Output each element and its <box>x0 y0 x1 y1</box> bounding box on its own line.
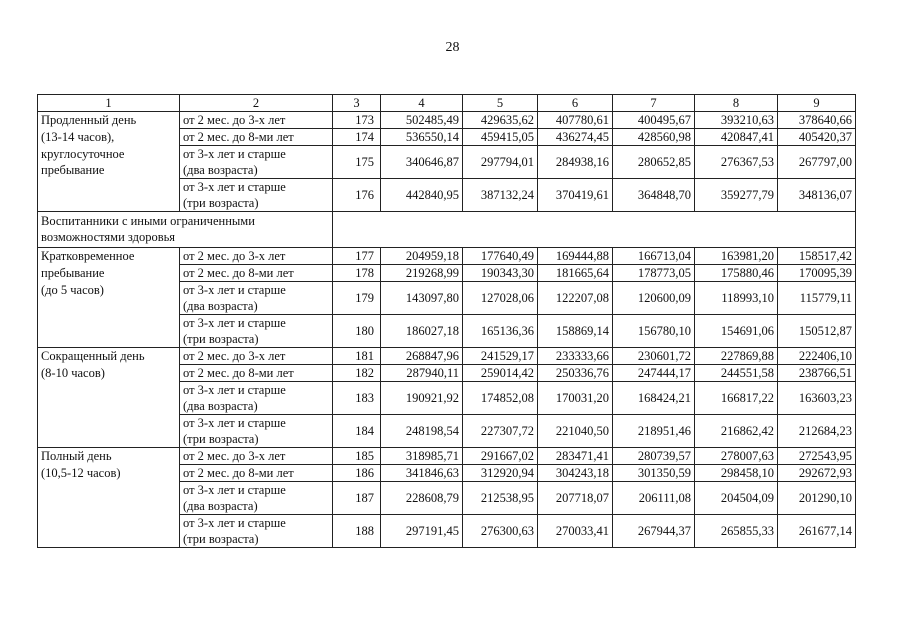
value-cell: 267797,00 <box>778 146 856 179</box>
value-cell: 280739,57 <box>613 448 695 465</box>
value-cell: 400495,67 <box>613 112 695 129</box>
category-line: пребывание <box>41 162 105 177</box>
category-line: (10,5-12 часов) <box>41 465 121 480</box>
table-row <box>38 482 856 515</box>
value-cell: 502485,49 <box>381 112 463 129</box>
value-cell: 340646,87 <box>381 146 463 179</box>
column-header: 4 <box>381 95 463 112</box>
code-cell: 184 <box>333 415 381 448</box>
value-cell: 233333,66 <box>538 348 613 365</box>
code-cell: 178 <box>333 265 381 282</box>
category-cell <box>38 146 180 179</box>
value-cell: 212684,23 <box>778 415 856 448</box>
code-cell: 174 <box>333 129 381 146</box>
code-cell: 183 <box>333 382 381 415</box>
value-cell: 177640,49 <box>463 248 538 265</box>
value-cell: 158517,42 <box>778 248 856 265</box>
category-cell <box>38 129 180 146</box>
age-cell: от 2 мес. до 3-х лет <box>180 112 333 129</box>
value-cell: 348136,07 <box>778 179 856 212</box>
value-cell: 276300,63 <box>463 515 538 548</box>
code-cell: 187 <box>333 482 381 515</box>
value-cell: 178773,05 <box>613 265 695 282</box>
value-cell: 166817,22 <box>695 382 778 415</box>
code-cell: 186 <box>333 465 381 482</box>
value-cell: 270033,41 <box>538 515 613 548</box>
section-blank <box>333 212 856 248</box>
value-cell: 318985,71 <box>381 448 463 465</box>
age-cell: от 2 мес. до 8-ми лет <box>180 465 333 482</box>
value-cell: 259014,42 <box>463 365 538 382</box>
value-cell: 429635,62 <box>463 112 538 129</box>
value-cell: 156780,10 <box>613 315 695 348</box>
value-cell: 118993,10 <box>695 282 778 315</box>
value-cell: 122207,08 <box>538 282 613 315</box>
category-cell <box>38 415 180 448</box>
code-cell: 188 <box>333 515 381 548</box>
value-cell: 261677,14 <box>778 515 856 548</box>
column-header: 7 <box>613 95 695 112</box>
category-line: круглосуточное <box>41 146 125 161</box>
age-cell: от 3-х лет и старше (три возраста) <box>180 179 333 212</box>
value-cell: 218951,46 <box>613 415 695 448</box>
table-row <box>38 382 856 415</box>
value-cell: 272543,95 <box>778 448 856 465</box>
value-cell: 364848,70 <box>613 179 695 212</box>
category-cell <box>38 112 180 129</box>
value-cell: 230601,72 <box>613 348 695 365</box>
code-cell: 175 <box>333 146 381 179</box>
age-cell: от 2 мес. до 3-х лет <box>180 248 333 265</box>
age-cell: от 2 мес. до 8-ми лет <box>180 129 333 146</box>
value-cell: 393210,63 <box>695 112 778 129</box>
value-cell: 163981,20 <box>695 248 778 265</box>
table-row <box>38 282 856 315</box>
value-cell: 222406,10 <box>778 348 856 365</box>
category-cell <box>38 248 180 265</box>
value-cell: 268847,96 <box>381 348 463 365</box>
value-cell: 407780,61 <box>538 112 613 129</box>
value-cell: 241529,17 <box>463 348 538 365</box>
value-cell: 428560,98 <box>613 129 695 146</box>
age-cell: от 2 мес. до 3-х лет <box>180 448 333 465</box>
table-row <box>38 415 856 448</box>
column-header: 5 <box>463 95 538 112</box>
value-cell: 166713,04 <box>613 248 695 265</box>
value-cell: 536550,14 <box>381 129 463 146</box>
category-cell <box>38 265 180 282</box>
category-cell <box>38 315 180 348</box>
category-cell <box>38 448 180 465</box>
age-cell: от 2 мес. до 8-ми лет <box>180 365 333 382</box>
table-row <box>38 248 856 265</box>
table-row <box>38 348 856 365</box>
age-cell: от 3-х лет и старше (два возраста) <box>180 382 333 415</box>
value-cell: 216862,42 <box>695 415 778 448</box>
value-cell: 297191,45 <box>381 515 463 548</box>
category-cell <box>38 365 180 382</box>
value-cell: 250336,76 <box>538 365 613 382</box>
value-cell: 378640,66 <box>778 112 856 129</box>
value-cell: 248198,54 <box>381 415 463 448</box>
table-row <box>38 112 856 129</box>
age-cell: от 2 мес. до 8-ми лет <box>180 265 333 282</box>
value-cell: 175880,46 <box>695 265 778 282</box>
value-cell: 283471,41 <box>538 448 613 465</box>
age-cell: от 2 мес. до 3-х лет <box>180 348 333 365</box>
value-cell: 221040,50 <box>538 415 613 448</box>
value-cell: 442840,95 <box>381 179 463 212</box>
value-cell: 168424,21 <box>613 382 695 415</box>
value-cell: 280652,85 <box>613 146 695 179</box>
category-line: пребывание <box>41 265 105 280</box>
value-cell: 244551,58 <box>695 365 778 382</box>
value-cell: 201290,10 <box>778 482 856 515</box>
table-row <box>38 129 856 146</box>
value-cell: 127028,06 <box>463 282 538 315</box>
category-cell <box>38 382 180 415</box>
category-cell <box>38 348 180 365</box>
code-cell: 185 <box>333 448 381 465</box>
age-cell: от 3-х лет и старше (три возраста) <box>180 415 333 448</box>
column-header: 6 <box>538 95 613 112</box>
value-cell: 181665,64 <box>538 265 613 282</box>
value-cell: 169444,88 <box>538 248 613 265</box>
value-cell: 115779,11 <box>778 282 856 315</box>
age-cell: от 3-х лет и старше (три возраста) <box>180 315 333 348</box>
category-line: (8-10 часов) <box>41 365 105 380</box>
category-line: Кратковременное <box>41 249 135 263</box>
code-cell: 176 <box>333 179 381 212</box>
value-cell: 163603,23 <box>778 382 856 415</box>
value-cell: 297794,01 <box>463 146 538 179</box>
table-row <box>38 448 856 465</box>
column-header-row <box>38 95 856 112</box>
age-cell: от 3-х лет и старше (два возраста) <box>180 482 333 515</box>
value-cell: 284938,16 <box>538 146 613 179</box>
table-row <box>38 465 856 482</box>
category-cell <box>38 282 180 315</box>
category-line: (до 5 часов) <box>41 282 104 297</box>
category-cell <box>38 482 180 515</box>
value-cell: 405420,37 <box>778 129 856 146</box>
value-cell: 212538,95 <box>463 482 538 515</box>
category-line: Сокращенный день <box>41 349 145 363</box>
column-header: 9 <box>778 95 856 112</box>
value-cell: 190921,92 <box>381 382 463 415</box>
value-cell: 304243,18 <box>538 465 613 482</box>
category-cell <box>38 179 180 212</box>
value-cell: 228608,79 <box>381 482 463 515</box>
value-cell: 459415,05 <box>463 129 538 146</box>
value-cell: 143097,80 <box>381 282 463 315</box>
value-cell: 204959,18 <box>381 248 463 265</box>
column-header: 2 <box>180 95 333 112</box>
value-cell: 165136,36 <box>463 315 538 348</box>
value-cell: 158869,14 <box>538 315 613 348</box>
code-cell: 179 <box>333 282 381 315</box>
code-cell: 177 <box>333 248 381 265</box>
category-line: (13-14 часов), <box>41 129 115 144</box>
column-header: 3 <box>333 95 381 112</box>
value-cell: 370419,61 <box>538 179 613 212</box>
value-cell: 276367,53 <box>695 146 778 179</box>
value-cell: 227869,88 <box>695 348 778 365</box>
section-title: Воспитанники с иными ограниченными возможностями здоровья <box>38 212 333 248</box>
value-cell: 219268,99 <box>381 265 463 282</box>
page-number: 28 <box>445 40 460 55</box>
table-row <box>38 179 856 212</box>
value-cell: 420847,41 <box>695 129 778 146</box>
category-cell <box>38 465 180 482</box>
code-cell: 180 <box>333 315 381 348</box>
age-cell: от 3-х лет и старше (три возраста) <box>180 515 333 548</box>
value-cell: 341846,63 <box>381 465 463 482</box>
table-row <box>38 265 856 282</box>
value-cell: 204504,09 <box>695 482 778 515</box>
value-cell: 207718,07 <box>538 482 613 515</box>
value-cell: 287940,11 <box>381 365 463 382</box>
value-cell: 186027,18 <box>381 315 463 348</box>
column-header: 1 <box>38 95 180 112</box>
value-cell: 247444,17 <box>613 365 695 382</box>
table-row <box>38 515 856 548</box>
code-cell: 173 <box>333 112 381 129</box>
value-cell: 120600,09 <box>613 282 695 315</box>
value-cell: 170095,39 <box>778 265 856 282</box>
value-cell: 301350,59 <box>613 465 695 482</box>
category-cell <box>38 515 180 548</box>
table-row <box>38 315 856 348</box>
value-cell: 387132,24 <box>463 179 538 212</box>
value-cell: 227307,72 <box>463 415 538 448</box>
section-row <box>38 212 856 248</box>
tariff-table <box>37 94 856 548</box>
age-cell: от 3-х лет и старше (два возраста) <box>180 146 333 179</box>
value-cell: 359277,79 <box>695 179 778 212</box>
category-line: Полный день <box>41 449 112 463</box>
column-header: 8 <box>695 95 778 112</box>
value-cell: 292672,93 <box>778 465 856 482</box>
value-cell: 154691,06 <box>695 315 778 348</box>
value-cell: 298458,10 <box>695 465 778 482</box>
value-cell: 206111,08 <box>613 482 695 515</box>
value-cell: 150512,87 <box>778 315 856 348</box>
value-cell: 265855,33 <box>695 515 778 548</box>
table-row <box>38 365 856 382</box>
category-line: Продленный день <box>41 113 137 127</box>
value-cell: 190343,30 <box>463 265 538 282</box>
code-cell: 181 <box>333 348 381 365</box>
age-cell: от 3-х лет и старше (два возраста) <box>180 282 333 315</box>
code-cell: 182 <box>333 365 381 382</box>
value-cell: 436274,45 <box>538 129 613 146</box>
value-cell: 278007,63 <box>695 448 778 465</box>
value-cell: 174852,08 <box>463 382 538 415</box>
value-cell: 291667,02 <box>463 448 538 465</box>
value-cell: 267944,37 <box>613 515 695 548</box>
value-cell: 238766,51 <box>778 365 856 382</box>
value-cell: 312920,94 <box>463 465 538 482</box>
table-row <box>38 146 856 179</box>
value-cell: 170031,20 <box>538 382 613 415</box>
